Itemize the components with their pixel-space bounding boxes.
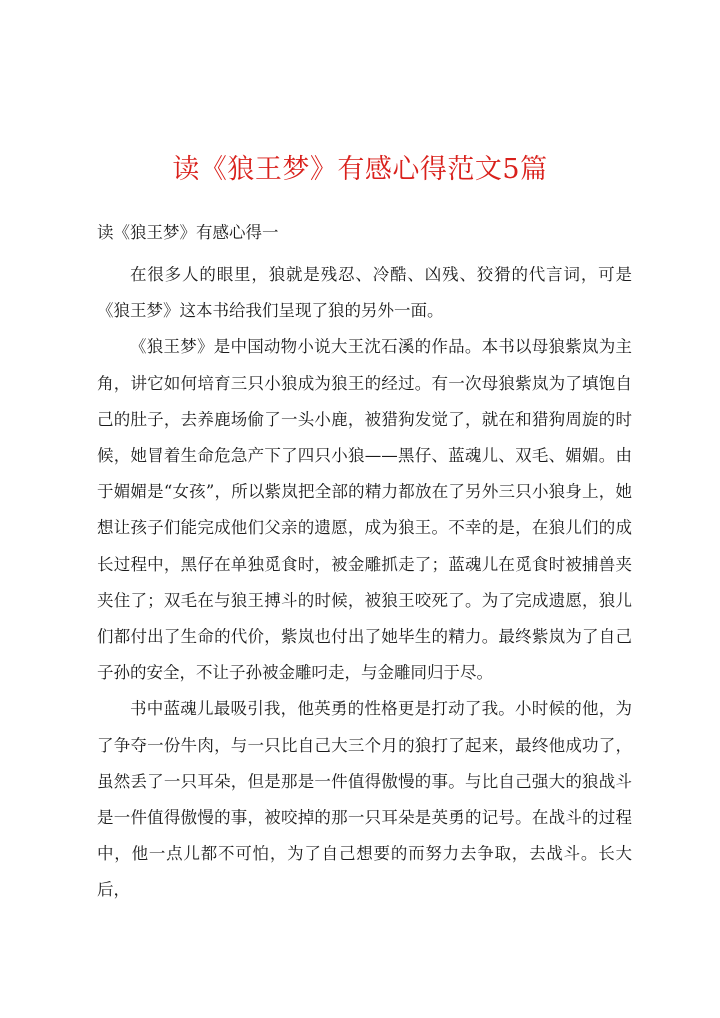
document-body — [97, 257, 632, 909]
section-heading: 读《狼王梦》有感心得一 — [97, 223, 279, 242]
paragraph-3: 书中蓝魂儿最吸引我，他英勇的性格更是打动了我。小时候的他，为了争夺一份牛肉，与一只比自己大三个月的狼打了起来，最终他成功了，虽然丢了一只耳朵，但是那是一件值得傲慢的事。与比自己强大的狼战斗是一件值得傲慢的事，被咬掉的那一只耳朵是英勇的记号。在战斗的过程中，他一点儿都不可怕，为了自己想要的而努力去争取，去战斗。长大后， — [97, 699, 632, 900]
paragraph-2: 《狼王梦》是中国动物小说大王沈石溪的作品。本书以母狼紫岚为主角，讲它如何培育三只小狼成为狼王的经过。有一次母狼紫岚为了填饱自己的肚子，去养鹿场偷了一头小鹿，被猎狗发觉了，就在和猎狗周旋的时候，她冒着生命危急产下了四只小狼——黑仔、蓝魂儿、双毛、媚媚。由于媚媚是“女孩”，所以紫岚把全部的精力都放在了另外三只小狼身上，她想让孩子们能完成他们父亲的遗愿，成为狼王。不幸的是，在狼儿们的成长过程中，黑仔在单独觅食时，被金雕抓走了；蓝魂儿在觅食时被捕兽夹夹住了；双毛在与狼王搏斗的时候，被狼王咬死了。为了完成遗愿，狼儿们都付出了生命的代价，紫岚也付出了她毕生的精力。最终紫岚为了自己子孙的安全，不让子孙被金雕叼走，与金雕同归于尽。 — [97, 337, 632, 683]
document-title: 读《狼王梦》有感心得范文5篇 — [172, 154, 548, 185]
paragraph-1: 在很多人的眼里，狼就是残忍、冷酷、凶残、狡猾的代言词，可是《狼王梦》这本书给我们呈现了狼的另外一面。 — [97, 265, 632, 321]
